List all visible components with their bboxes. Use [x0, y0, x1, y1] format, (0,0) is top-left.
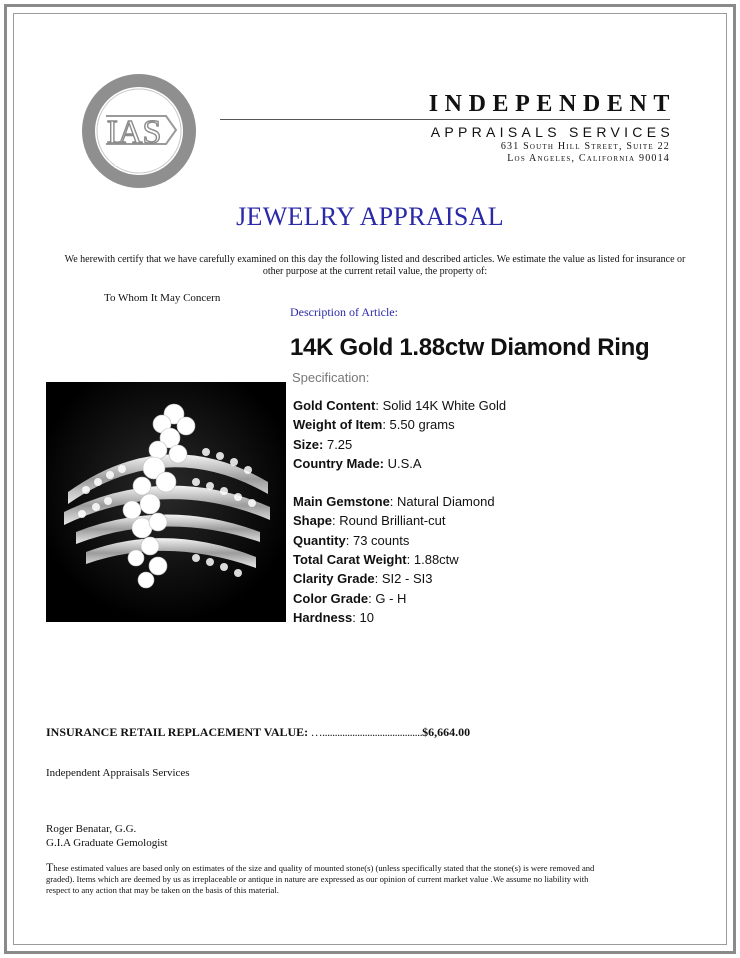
logo-letters: IAS: [106, 114, 162, 151]
spec-row: [293, 435, 506, 454]
disclaimer-text: hese estimated values are based only on estimates of the size and quality of mounted stone(s) (unless specifically stated that the stone(s) is were removed and graded). Items which are deemed by us as irreplaceable or antique in nature are expressed as our opinion of current market value .We assume no liability with respect to any action that may be taken on the basis of this material.: [46, 863, 595, 895]
certify-statement: We herewith certify that we have carefully examined on this day the following listed and described articles. We estimate the value as listed for insurance or other purpose at the current retail value, the property of:: [64, 254, 686, 277]
spec-label: Size:: [293, 436, 324, 452]
spec-separator: :: [389, 494, 398, 510]
spec-label: Clarity Grade: [293, 571, 375, 587]
spec-label: Weight of Item: [293, 417, 383, 433]
address-line-2: Los Angeles, California 90014: [507, 153, 670, 164]
spec-row: [293, 569, 506, 588]
replacement-value: [46, 725, 470, 740]
spec-separator: :: [375, 398, 383, 413]
ring-photo: [46, 382, 286, 622]
spec-separator: :: [345, 532, 353, 548]
appraiser-credential: G.I.A Graduate Gemologist: [46, 837, 168, 849]
spec-value: 5.50 grams: [389, 417, 455, 433]
spec-separator: :: [406, 552, 414, 568]
spec-label: Quantity: [293, 532, 346, 548]
ias-logo: [78, 70, 200, 192]
spec-separator: :: [382, 417, 390, 433]
spec-row: [293, 454, 506, 473]
spec-label: Hardness: [293, 609, 353, 625]
spec-label: Main Gemstone: [293, 494, 390, 510]
logo-ring-text: Appraisal: [102, 147, 155, 175]
header-rule: [220, 119, 670, 120]
company-header: [220, 91, 676, 165]
spec-value: SI2 - SI3: [381, 571, 433, 587]
spec-value: 7.25: [326, 436, 353, 452]
company-subtitle: APPRAISALS SERVICES: [430, 124, 674, 140]
spec-value: G - H: [375, 590, 407, 606]
spec-gap: [293, 473, 506, 492]
spec-value: 10: [359, 609, 374, 625]
spec-separator: :: [352, 609, 360, 625]
spec-label: Total Carat Weight: [293, 552, 407, 568]
spec-label: Shape: [293, 513, 333, 529]
document-title: JEWELRY APPRAISAL: [236, 202, 504, 231]
disclaimer: [46, 862, 606, 896]
spec-row: [293, 511, 506, 530]
specifications: [293, 396, 506, 627]
spec-label: Gold Content: [293, 398, 376, 413]
value-label: INSURANCE RETAIL REPLACEMENT VALUE:: [46, 725, 309, 739]
recipient: To Whom It May Concern: [104, 292, 221, 304]
address-line-1: 631 South Hill Street, Suite 22: [500, 141, 670, 152]
spec-row: [293, 415, 506, 434]
spec-value: Natural Diamond: [397, 494, 495, 510]
spec-label: Color Grade: [293, 590, 369, 606]
disclaimer-first-letter: T: [46, 860, 54, 874]
specification-label: Specification:: [292, 370, 370, 385]
spec-separator: :: [332, 513, 340, 529]
signature-company: Independent Appraisals Services: [46, 767, 190, 779]
description-label: Description of Article:: [290, 305, 398, 319]
spec-row: [293, 589, 506, 608]
spec-separator: :: [374, 571, 382, 587]
spec-value: U.S.A: [387, 455, 422, 471]
spec-value: 73 counts: [352, 532, 410, 548]
spec-row: [293, 550, 506, 569]
spec-row: [293, 396, 506, 415]
spec-separator: :: [368, 590, 376, 606]
spec-value: Round Brilliant-cut: [339, 513, 446, 529]
value-amount: $6,664.00: [422, 725, 471, 739]
appraiser-name: Roger Benatar, G.G.: [46, 823, 137, 835]
spec-row: [293, 492, 506, 511]
company-name: INDEPENDENT: [428, 91, 676, 117]
item-title: 14K Gold 1.88ctw Diamond Ring: [290, 334, 650, 361]
spec-value: 1.88ctw: [413, 552, 459, 568]
spec-value: Solid 14K White Gold: [382, 398, 507, 413]
appraiser-block: [46, 822, 168, 850]
value-dots: …........................................: [308, 725, 423, 739]
spec-label: Country Made:: [293, 455, 384, 471]
spec-row: [293, 531, 506, 550]
spec-row: [293, 608, 506, 627]
